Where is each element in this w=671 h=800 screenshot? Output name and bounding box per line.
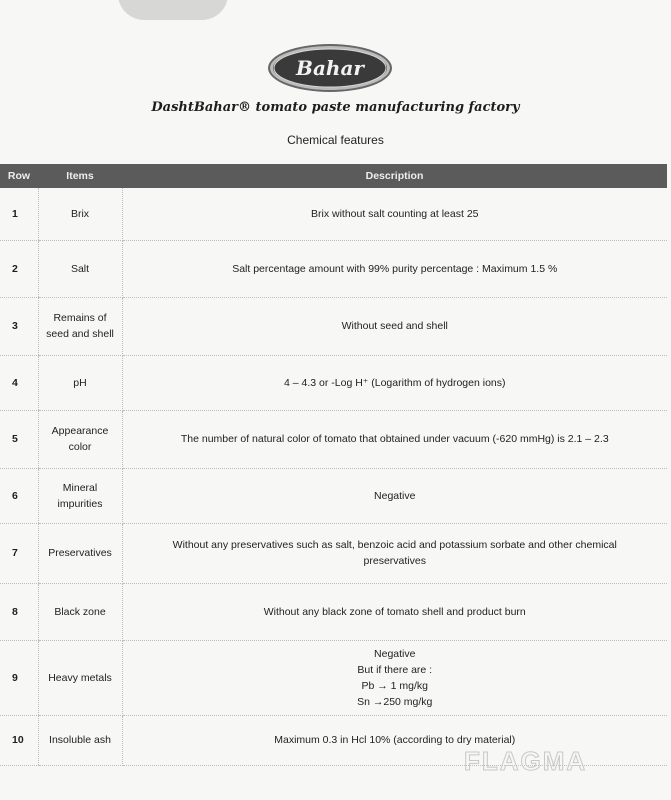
row-item: Remains of seed and shell bbox=[38, 297, 122, 355]
table-row bbox=[0, 523, 667, 583]
column-header-row: Row bbox=[0, 164, 38, 188]
table-row bbox=[0, 640, 667, 715]
row-description bbox=[122, 355, 667, 410]
row-description bbox=[122, 583, 667, 640]
row-item: Appearance color bbox=[38, 410, 122, 468]
column-header-items: Items bbox=[38, 164, 122, 188]
row-number: 1 bbox=[0, 188, 38, 240]
watermark: FLAGMA bbox=[464, 746, 588, 776]
row-number: 5 bbox=[0, 410, 38, 468]
row-number: 10 bbox=[0, 715, 38, 765]
document-subtitle: Chemical features bbox=[287, 133, 384, 147]
table-row bbox=[0, 468, 667, 523]
table-row bbox=[0, 410, 667, 468]
row-description bbox=[122, 188, 667, 240]
row-description bbox=[122, 240, 667, 297]
row-item: Salt bbox=[38, 240, 122, 297]
row-number: 2 bbox=[0, 240, 38, 297]
row-description bbox=[122, 410, 667, 468]
row-number: 9 bbox=[0, 640, 38, 715]
row-number: 6 bbox=[0, 468, 38, 523]
description-line: Sn →250 mg/kg bbox=[357, 695, 433, 708]
table-row bbox=[0, 188, 667, 240]
description-line: Without any black zone of tomato shell and product burn bbox=[263, 605, 526, 618]
row-description bbox=[122, 297, 667, 355]
description-line: Without seed and shell bbox=[341, 320, 448, 332]
description-line: 4 – 4.3 or -Log H⁺ (Logarithm of hydrogen ions) bbox=[284, 376, 506, 389]
row-item: Insoluble ash bbox=[38, 715, 122, 765]
row-number: 8 bbox=[0, 583, 38, 640]
chemical-features-table bbox=[0, 164, 667, 766]
description-line: But if there are : bbox=[357, 663, 433, 676]
row-number: 3 bbox=[0, 297, 38, 355]
column-header-description: Description bbox=[122, 164, 667, 188]
document-title: DashtBahar® tomato paste manufacturing factory bbox=[151, 100, 520, 115]
description-line: Negative bbox=[374, 489, 416, 502]
table-header-row bbox=[0, 164, 667, 188]
row-description bbox=[122, 640, 667, 715]
table-row bbox=[0, 583, 667, 640]
row-description bbox=[122, 468, 667, 523]
row-number: 7 bbox=[0, 523, 38, 583]
bahar-logo bbox=[270, 46, 390, 90]
row-item: Preservatives bbox=[38, 523, 122, 583]
description-line: Negative bbox=[374, 647, 416, 660]
description-line: Pb → 1 mg/kg bbox=[361, 679, 429, 692]
description-line: Brix without salt counting at least 25 bbox=[310, 207, 479, 220]
description-line: Salt percentage amount with 99% purity percentage : Maximum 1.5 % bbox=[232, 262, 558, 275]
row-number: 4 bbox=[0, 355, 38, 410]
table-row bbox=[0, 297, 667, 355]
table-row bbox=[0, 240, 667, 297]
row-item: pH bbox=[38, 355, 122, 410]
description-line: Without any preservatives such as salt, benzoic acid and potassium sorbate and other chemical bbox=[172, 539, 617, 551]
description-line: preservatives bbox=[363, 555, 426, 567]
scan-smudge bbox=[118, 0, 228, 20]
row-item: Black zone bbox=[38, 583, 122, 640]
description-line: The number of natural color of tomato that obtained under vacuum (-620 mmHg) is 2.1 – 2.3 bbox=[180, 433, 609, 445]
row-item: Brix bbox=[38, 188, 122, 240]
row-item: Heavy metals bbox=[38, 640, 122, 715]
row-item: Mineral impurities bbox=[38, 468, 122, 523]
table-row bbox=[0, 355, 667, 410]
logo-text: Bahar bbox=[296, 56, 364, 80]
description-line: Maximum 0.3 in Hcl 10% (according to dry material) bbox=[274, 734, 516, 746]
row-description bbox=[122, 523, 667, 583]
